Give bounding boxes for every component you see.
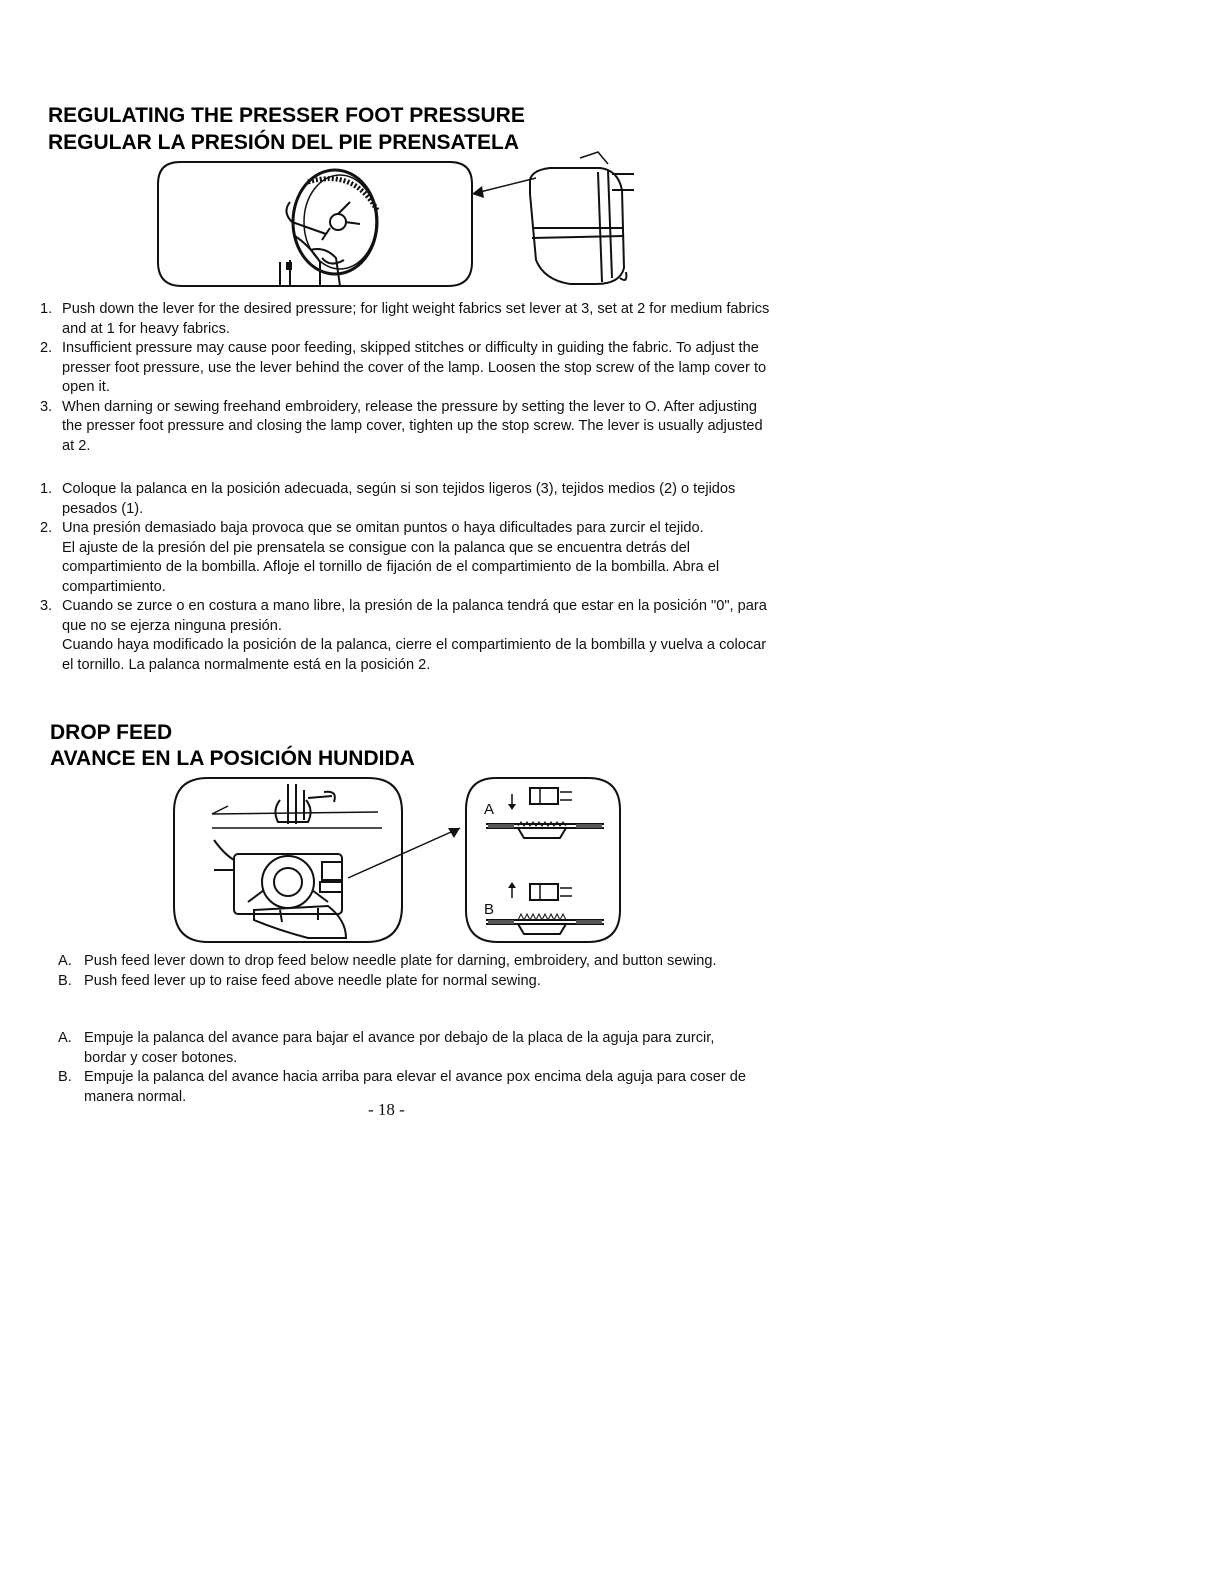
list-item-number: 3. xyxy=(40,598,53,614)
list-item-text: Insufficient pressure may cause poor feeding, skipped stitches or difficulty in guiding the fabric. To adjust the presser foot pressure, use the lever behind the cover of the lamp. Loosen the stop screw of the lamp cover to open it. xyxy=(62,340,767,395)
list-item xyxy=(58,1029,758,1068)
list-item xyxy=(58,972,758,992)
list-item-text: Push feed lever up to raise feed above needle plate for normal sewing. xyxy=(84,972,541,989)
list-item xyxy=(40,300,776,339)
list-item-number: 2. xyxy=(40,520,53,536)
list-item-text: Empuje la palanca del avance para bajar el avance por debajo de la placa de la aguja para zurcir, bordar y coser botones. xyxy=(84,1030,715,1066)
presser-foot-instructions-es xyxy=(40,480,776,675)
page-number: - 18 - xyxy=(368,1100,405,1119)
list-item xyxy=(40,398,776,457)
section-title-drop-feed-es: AVANCE EN LA POSICIÓN HUNDIDA xyxy=(50,747,415,770)
diagram-label-b: B xyxy=(484,901,495,918)
drop-feed-instructions-en xyxy=(58,952,758,991)
list-item xyxy=(40,480,776,519)
list-item-number: B. xyxy=(58,1069,72,1085)
list-item-number: 1. xyxy=(40,301,53,317)
list-item-number: A. xyxy=(58,1030,72,1046)
list-item-number: 3. xyxy=(40,398,53,415)
list-item-number: B. xyxy=(58,972,72,989)
section-title-drop-feed-en: DROP FEED xyxy=(50,721,173,744)
list-item-text: Coloque la palanca en la posición adecuada, según si son tejidos ligeros (3), tejidos medios (2) o tejidos pesados (1). xyxy=(62,481,736,517)
diagram-label-a: A xyxy=(484,801,495,818)
list-item-text: Cuando haya modificado la posición de la palanca, cierre el compartimiento de la bombilla y vuelva a colocar el tornillo. La palanca normalmente está en la posición 2. xyxy=(62,637,767,673)
list-item-number: 1. xyxy=(40,481,53,497)
drop-feed-instructions-es xyxy=(58,1029,758,1107)
section-title-presser-foot-en: REGULATING THE PRESSER FOOT PRESSURE xyxy=(48,104,525,127)
presser-foot-pressure-illustration xyxy=(150,150,650,300)
list-item-text: Empuje la palanca del avance hacia arriba para elevar el avance pox encima dela aguja para coser de manera normal. xyxy=(84,1069,746,1105)
list-item-number: A. xyxy=(58,953,72,969)
list-item-text: Cuando se zurce o en costura a mano libre, la presión de la palanca tendrá que estar en la posición "0", para que no se ejerza ninguna presión. xyxy=(62,598,767,634)
list-item-text: Push down the lever for the desired pressure; for light weight fabrics set lever at 3, set at 2 for medium fabrics and at 1 for heavy fabrics. xyxy=(62,301,770,337)
drop-feed-illustration xyxy=(168,770,628,950)
list-item-text: El ajuste de la presión del pie prensatela se consigue con la palanca que se encuentra detrás del compartimiento de la bombilla. Afloje el tornillo de fijación de el compartimiento de la bombilla. Abra el compartimiento. xyxy=(62,539,720,595)
list-item xyxy=(40,597,776,675)
list-item xyxy=(40,519,776,597)
section-title-presser-foot-es: REGULAR LA PRESIÓN DEL PIE PRENSATELA xyxy=(48,131,519,154)
list-item xyxy=(40,339,776,398)
list-item-text: When darning or sewing freehand embroidery, release the pressure by setting the lever to O. After adjusting the presser foot pressure and closing the lamp cover, tighten up the stop screw. The lever is usually adjusted at 2. xyxy=(62,398,763,454)
presser-foot-instructions-en xyxy=(40,300,776,456)
list-item xyxy=(58,1068,758,1107)
list-item-text: Push feed lever down to drop feed below needle plate for darning, embroidery, and button sewing. xyxy=(84,953,717,969)
list-item xyxy=(58,952,758,972)
list-item-number: 2. xyxy=(40,340,53,356)
list-item-text: Una presión demasiado baja provoca que se omitan puntos o haya dificultades para zurcir el tejido. xyxy=(62,520,704,536)
